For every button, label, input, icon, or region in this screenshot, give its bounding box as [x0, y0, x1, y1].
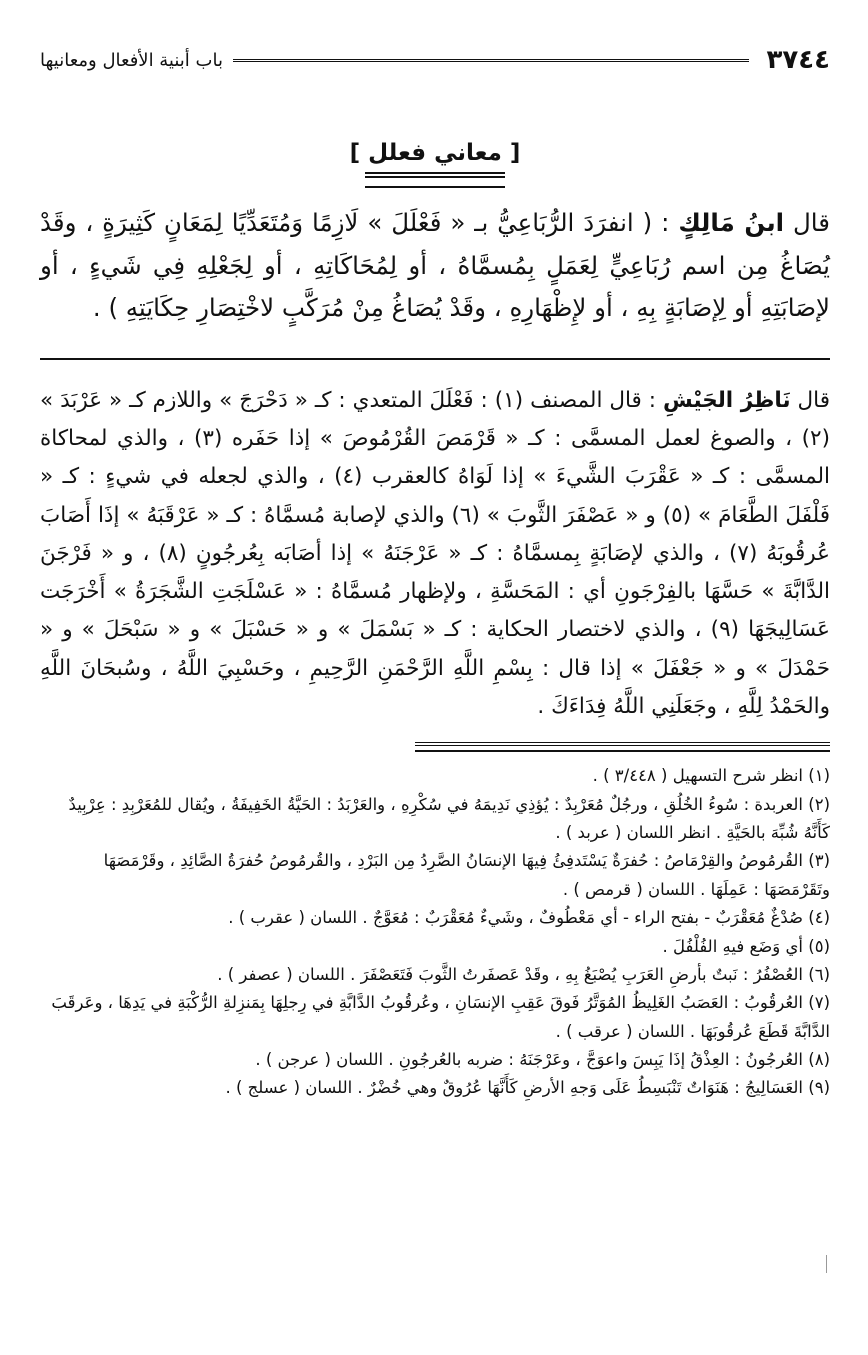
footnote-7: (٧) العُرقُوبُ : العَصَبُ الغَلِيظُ المُوَتَّرُ فَوقَ عَقِبِ الإنسَانِ ، وعُرقُوبُ الدَّابَّةِ في رِجلِهَا بِمَنزِلةِ الرُّكْبَةِ في يَدِهَا ، وعَرقَبَ الدَّابَّةَ قَطَعَ عُرقُوبَهَا . اللسان ( عرقب ) . [51, 993, 830, 1041]
commentary-author: نَاظِرُ الجَيْشِ [663, 387, 791, 413]
ibn-malik-quote [40, 202, 830, 330]
footnote-3: (٣) القُرمُوصُ والقِرْمَاصُ : حُفرَةٌ يَسْتَدفِئُ فِيهَا الإنسَانُ الصَّرِدُ مِن البَرْدِ ، والقُرمُوصُ حُفرَةُ الصَّائِدِ ، وقَرْمَصَهَا وتَقَرْمَصَهَا : عَمِلَهَا . اللسان ( قرمص ) . [103, 851, 830, 899]
page-number: ٣٧٤٤ [766, 45, 830, 75]
section-title: [ معاني فعلل ] [349, 140, 521, 166]
header-rule [233, 59, 749, 62]
commentary-intro: قال [797, 387, 830, 413]
book-page [40, 38, 830, 1103]
footnote-separator [415, 742, 830, 752]
title-underline [365, 172, 505, 188]
quote-intro: قال [793, 208, 830, 237]
footnote-5: (٥) أي وَضَع فيهِ الفُلْفُلَ . [662, 936, 830, 956]
commentary-text: : قال المصنف (١) : فَعْلَلَ المتعدي : كـ « دَحْرَجَ » واللازم كـ « عَرْبَدَ » (٢) ، والصوغ لعمل المسمَّى : كـ « قَرْمَصَ القُرْمُوصَ » إذا حَفَره (٣) ، والذي لمحاكاة المسمَّى : كـ « عَقْرَبَ الشَّيءَ » إذا لَوَاهُ كالعقرب (٤) ، والذي لجعله في شيءٍ : كـ « فَلْفَلَ الطَّعَامَ » (٥) و « عَصْفَرَ الثَّوبَ » (٦) والذي لإصابة مُسمَّاهُ : كـ « عَرْقَبَهُ » إذَا أَصَابَ عُرقُوبَهُ (٧) ، والذي لإصَابَةٍ بِمسمَّاهُ : كـ « عَرْجَنَهُ » إذا أصَابَه بِعُرجُونٍ (٨) ، و « فَرْجَنَ الدَّابَّةَ » حَسَّهَا بالفِرْجَونِ أي : المَحَسَّةِ ، ولإظهار مُسمَّاهُ : « عَسْلَجَتِ الشَّجَرَةُ » أَخْرَجَت عَسَالِيجَهَا (٩) ، والذي لاختصار الحكاية : كـ « بَسْمَلَ » و « حَسْبَلَ » و « سَبْحَلَ » و « حَمْدَلَ » و « جَعْفَلَ » إذا قال : بِسْمِ اللَّهِ الرَّحْمَنِ الرَّحِيمِ ، وحَسْبِيَ اللَّهُ ، وسُبحَانَ اللَّهِ والحَمْدُ لِلَّهِ ، وجَعَلَنِي اللَّهُ فِدَاءَكَ . [40, 387, 831, 719]
footnote-6: (٦) العُصْفُرُ : نَبتٌ بأرضِ العَرَبِ يُصْبَغُ بِهِ ، وقَدْ عَصفَرتُ الثَّوبَ فَتَعَصْفَرَ . اللسان ( عصفر ) . [217, 964, 830, 984]
quote-text: : ( انفرَدَ الرُّبَاعِيُّ بـ « فَعْلَلَ » لَازِمًا وَمُتَعَدِّيًا لِمَعَانٍ كَثِيرَةٍ ، وقَدْ يُصَاغُ مِن اسم رُبَاعِيٍّ لِعَمَلٍ بِمُسمَّاهُ ، أو لِمُحَاكَاتِهِ ، أو لِجَعْلِهِ فِي شَيءٍ ، أو لإصَابَتِهِ أو لِإصَابَةٍ بِهِ ، أو لإِظْهَارِهِ ، وقَدْ يُصَاغُ مِنْ مُرَكَّبٍ لاخْتِصَارِ حِكَايَتِهِ ) . [40, 208, 830, 323]
quote-separator [40, 358, 830, 360]
footnote-9: (٩) العَسَالِيجُ : هَنَوَاتٌ تَنْبَسِطُ عَلَى وَجهِ الأرضِ كَأَنَّهَا عُرُوقٌ وهي خُضْرٌ . اللسان ( عسلج ) . [225, 1078, 830, 1098]
footnote-8: (٨) العُرجُونُ : العِذْقُ إذَا يَبِسَ واعوَجَّ ، وعَرْجَنَهُ : ضربه بالعُرجُونِ . اللسان ( عرجن ) . [255, 1050, 830, 1070]
margin-mark [826, 1255, 827, 1273]
footnote-4: (٤) صُدْغٌ مُعَقْرَبٌ - بفتح الراء - أي مَعْطُوفٌ ، وشَيءٌ مُعَقْرَبٌ : مُعَوَّجٌ . اللسان ( عقرب ) . [228, 908, 830, 928]
commentary-paragraph [40, 382, 830, 726]
quote-author: ابنُ مَالِكٍ [678, 208, 785, 237]
footnote-1: (١) انظر شرح التسهيل ( ٣/٤٤٨ ) . [592, 766, 830, 786]
running-header [40, 38, 830, 82]
footnotes [40, 762, 830, 1103]
chapter-title: باب أبنية الأفعال ومعانيها [40, 49, 223, 71]
footnote-2: (٢) العربدة : سُوءُ الخُلُقِ ، ورجُلٌ مُعَرْبِدٌ : يُؤذِي نَدِيمَهُ في سُكْرِهِ ، والعَرْبَدُ : الحَيَّةُ الخَفِيفَةُ ، ويُقال للمُعَرْبِدِ : عِرْبِيدٌ كَأَنَّهُ شُبِّهَ بالحَيَّةِ . انظر اللسان ( عربد ) . [68, 794, 830, 843]
